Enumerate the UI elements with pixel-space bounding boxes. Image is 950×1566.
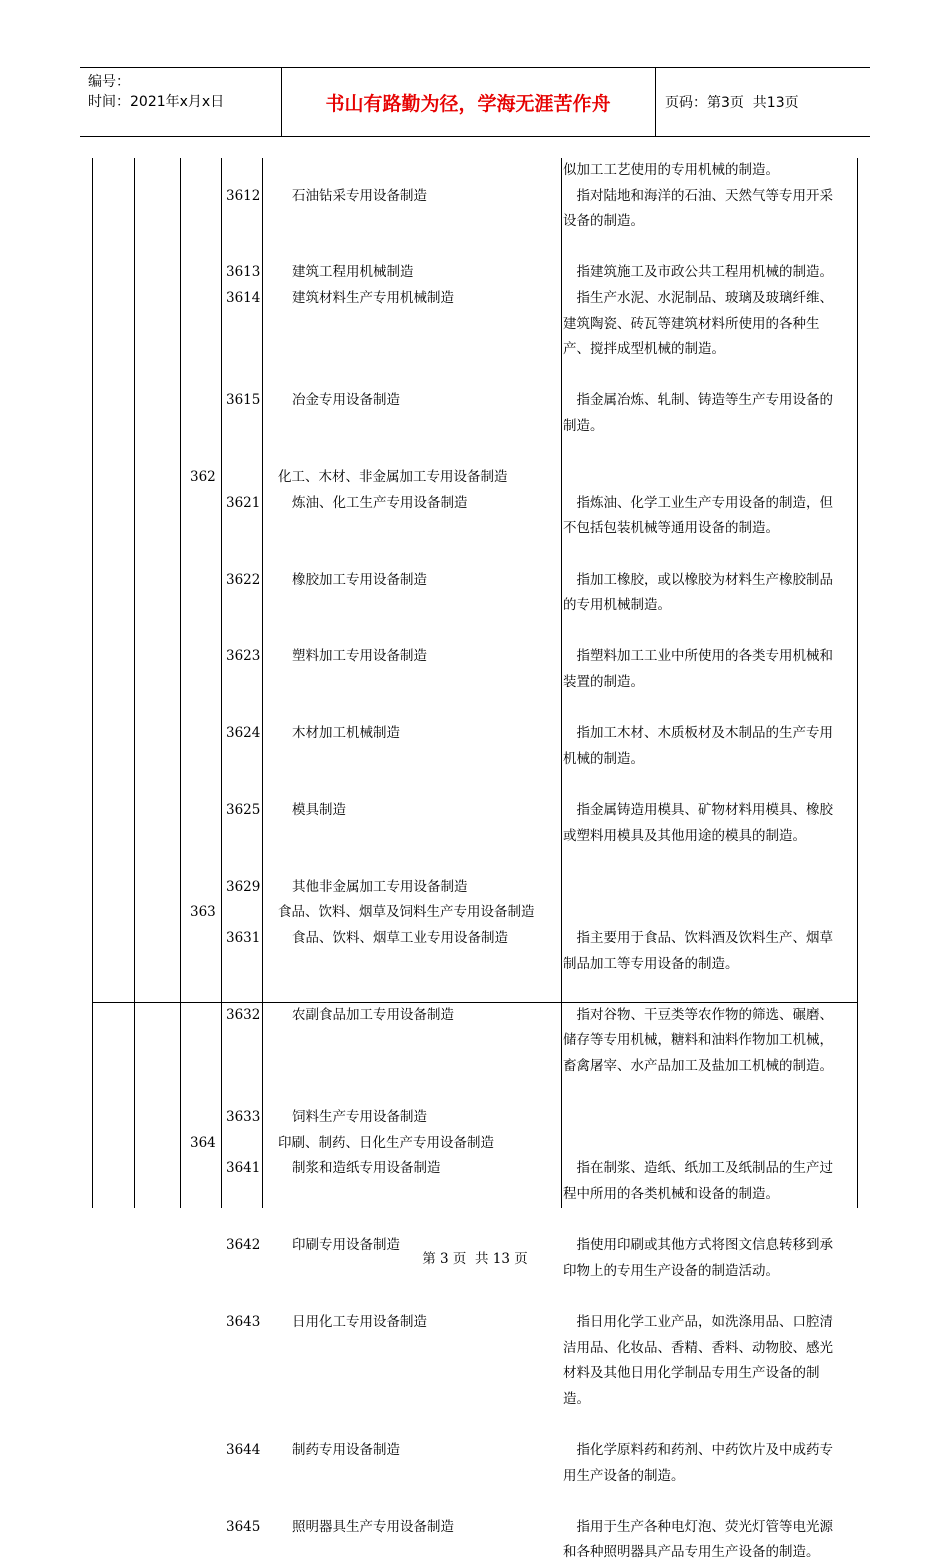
class-description: [563, 926, 854, 977]
class-code: 3613: [226, 264, 261, 281]
page-info-text: 页码：第3页 共13页: [665, 95, 799, 111]
description-line: 产、搅拌成型机械的制造。: [563, 341, 725, 357]
description-line: 程中所用的各类机械和设备的制造。: [563, 1185, 779, 1202]
class-code: 3632: [226, 1006, 261, 1023]
class-description: [563, 1438, 854, 1489]
table-column-divider: [262, 158, 263, 1208]
description-line: 不包括包装机械等通用设备的制造。: [563, 520, 779, 537]
class-description: [563, 388, 854, 439]
table-column-divider: [180, 158, 181, 1208]
class-description: [563, 1003, 854, 1080]
class-name: 农副食品加工专用设备制造: [292, 1006, 454, 1023]
class-description: [563, 644, 854, 695]
description-line: 指对陆地和海洋的石油、天然气等专用开采: [576, 187, 833, 204]
description-line: 指炼油、化学工业生产专用设备的制造，但: [576, 494, 833, 511]
description-line: 指用于生产各种电灯泡、荧光灯管等电光源: [576, 1518, 833, 1535]
description-line: 指建筑施工及市政公共工程用机械的制造。: [576, 264, 833, 281]
class-description: [563, 1515, 854, 1566]
description-line: 建筑陶瓷、砖瓦等建筑材料所使用的各种生: [563, 315, 820, 332]
description-line: 的专用机械制造。: [563, 597, 671, 614]
header-divider: [655, 68, 656, 136]
header-meta: [88, 72, 224, 112]
description-line: 制造。: [563, 417, 604, 434]
header-motto: 书山有路勤为径，学海无涯苦作舟: [325, 92, 611, 115]
class-code: 3614: [226, 290, 261, 306]
footer-page-number: 第 3 页 共 13 页: [422, 1251, 528, 1267]
class-description: [563, 721, 854, 772]
class-description: [563, 184, 854, 235]
class-code: 3624: [226, 725, 261, 742]
class-description: [563, 158, 854, 184]
description-line: 洁用品、化妆品、香精、香料、动物胶、感光: [563, 1339, 833, 1356]
description-line: 储存等专用机械，糖料和油料作物加工机械，: [563, 1032, 833, 1049]
class-code: 3621: [226, 494, 261, 511]
description-line: 指金属冶炼、轧制、铸造等生产专用设备的: [576, 392, 833, 409]
class-code: 3642: [226, 1237, 261, 1254]
description-line: 指塑料加工工业中所使用的各类专用机械和: [576, 648, 833, 665]
class-description: [563, 260, 854, 286]
description-line: 装置的制造。: [563, 673, 644, 690]
class-code: 3623: [226, 648, 261, 665]
class-description: [563, 1156, 854, 1207]
description-line: 指生产水泥、水泥制品、玻璃及玻璃纤维、: [576, 290, 833, 306]
group-name: 化工、木材、非金属加工专用设备制造: [278, 469, 508, 486]
table-border-left: [92, 158, 93, 1208]
class-name: 其他非金属加工专用设备制造: [292, 878, 468, 895]
class-name: 饲料生产专用设备制造: [292, 1109, 427, 1126]
description-line: 指化学原料药和药剂、中药饮片及中成药专: [576, 1442, 833, 1458]
class-name: 制浆和造纸专用设备制造: [292, 1160, 441, 1177]
class-code: 3615: [226, 392, 261, 409]
description-line: 指加工橡胶，或以橡胶为材料生产橡胶制品: [576, 571, 833, 588]
class-code: 3645: [226, 1518, 261, 1535]
class-code: 3625: [226, 802, 261, 818]
class-name: 木材加工机械制造: [292, 725, 400, 742]
class-description: [563, 798, 854, 849]
class-code: 3622: [226, 571, 261, 588]
group-code: 363: [190, 904, 216, 921]
class-name: 模具制造: [292, 802, 346, 818]
table-border-right: [857, 158, 858, 1208]
class-description: [563, 286, 854, 363]
class-code: 3644: [226, 1442, 261, 1458]
description-line: 指对谷物、干豆类等农作物的筛选、碾磨、: [576, 1006, 833, 1023]
class-name: 食品、饮料、烟草工业专用设备制造: [292, 930, 508, 946]
class-name: 制药专用设备制造: [292, 1442, 400, 1458]
class-name: 石油钻采专用设备制造: [292, 187, 427, 204]
class-name: 橡胶加工专用设备制造: [292, 571, 427, 588]
class-code: 3643: [226, 1314, 261, 1330]
class-name: 建筑材料生产专用机械制造: [292, 290, 454, 306]
table-column-divider: [221, 158, 222, 1208]
class-name: 印刷专用设备制造: [292, 1237, 400, 1254]
description-line: 畜禽屠宰、水产品加工及盐加工机械的制造。: [563, 1057, 833, 1074]
class-code: 3633: [226, 1109, 261, 1126]
page-footer: [0, 1247, 950, 1267]
description-line: 用生产设备的制造。: [563, 1467, 685, 1484]
description-line: 制品加工等专用设备的制造。: [563, 955, 739, 972]
class-description: [563, 491, 854, 542]
description-line: 指加工木材、木质板材及木制品的生产专用: [576, 725, 833, 742]
description-line: 或塑料用模具及其他用途的模具的制造。: [563, 827, 806, 844]
time-label: 时间：2021年x月x日: [88, 94, 225, 110]
group-name: 印刷、制药、日化生产专用设备制造: [278, 1134, 494, 1151]
description-line: 指金属铸造用模具、矿物材料用模具、橡胶: [576, 802, 833, 818]
description-line: 指使用印刷或其他方式将图文信息转移到承: [576, 1237, 833, 1254]
class-code: 3612: [226, 187, 261, 204]
class-name: 照明器具生产专用设备制造: [292, 1518, 454, 1535]
description-line: 机械的制造。: [563, 750, 644, 767]
description-line: 和各种照明器具产品专用生产设备的制造。: [563, 1544, 820, 1561]
group-code: 364: [190, 1134, 216, 1151]
class-description: [563, 1310, 854, 1412]
description-line: 造。: [563, 1390, 590, 1407]
group-code: 362: [190, 469, 216, 486]
class-code: 3629: [226, 878, 261, 895]
class-name: 日用化工专用设备制造: [292, 1314, 427, 1330]
class-name: 建筑工程用机械制造: [292, 264, 414, 281]
page-header: [80, 67, 870, 137]
description-line: 指日用化学工业产品，如洗涤用品、口腔清: [576, 1314, 833, 1330]
class-name: 冶金专用设备制造: [292, 392, 400, 409]
class-description: [563, 568, 854, 619]
description-line: 材料及其他日用化学制品专用生产设备的制: [563, 1365, 820, 1381]
class-name: 塑料加工专用设备制造: [292, 648, 427, 665]
description-line: 似加工工艺使用的专用机械的制造。: [563, 162, 779, 178]
class-name: 炼油、化工生产专用设备制造: [292, 494, 468, 511]
class-code: 3631: [226, 930, 261, 946]
class-code: 3641: [226, 1160, 261, 1177]
group-name: 食品、饮料、烟草及饲料生产专用设备制造: [278, 904, 535, 921]
description-line: 指在制浆、造纸、纸加工及纸制品的生产过: [576, 1160, 833, 1177]
description-line: 指主要用于食品、饮料酒及饮料生产、烟草: [576, 930, 833, 946]
header-page-info: [665, 68, 799, 136]
number-label: 编号：: [88, 74, 130, 90]
description-line: 印物上的专用生产设备的制造活动。: [563, 1262, 779, 1279]
table-column-divider: [561, 158, 562, 1208]
table-column-divider: [134, 158, 135, 1208]
description-line: 设备的制造。: [563, 213, 644, 230]
